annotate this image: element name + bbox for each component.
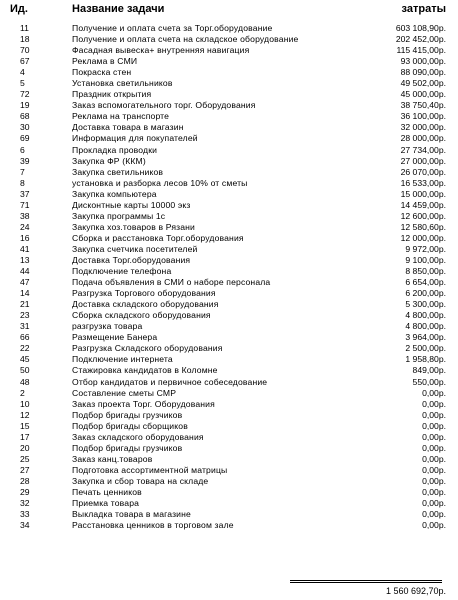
row-id: 8 <box>20 177 25 188</box>
row-task-name: Закупка ФР (ККМ) <box>72 155 146 166</box>
row-cost: 15 000,00р. <box>400 188 446 199</box>
row-task-name: Подбор бригады грузчиков <box>72 442 183 453</box>
row-task-name: Подготовка ассортиментной матрицы <box>72 464 228 475</box>
row-id: 24 <box>20 221 30 232</box>
row-task-name: Доставка Торг.оборудования <box>72 254 191 265</box>
row-id: 33 <box>20 509 30 520</box>
table-row <box>0 310 458 321</box>
row-task-name: Установка светильников <box>72 78 173 89</box>
table-row <box>0 421 458 432</box>
row-cost: 45 000,00р. <box>400 89 446 100</box>
row-cost: 0,00р. <box>422 520 446 531</box>
row-task-name: Заказ проекта Торг. Оборудования <box>72 398 215 409</box>
table-row <box>0 89 458 100</box>
table-row <box>0 244 458 255</box>
row-cost: 12 600,00р. <box>400 210 446 221</box>
row-task-name: Прокладка проводки <box>72 144 158 155</box>
row-cost: 5 300,00р. <box>405 299 446 310</box>
table-row <box>0 432 458 443</box>
row-cost: 27 000,00р. <box>400 155 446 166</box>
row-cost: 0,00р. <box>422 387 446 398</box>
table-row <box>0 321 458 332</box>
row-task-name: Выкладка товара в магазине <box>72 509 191 520</box>
table-row <box>0 288 458 299</box>
row-id: 5 <box>20 78 25 89</box>
row-cost: 550,00р. <box>412 376 446 387</box>
row-id: 34 <box>20 520 30 531</box>
table-row <box>0 34 458 45</box>
row-id: 41 <box>20 243 30 254</box>
row-task-name: Подбор бригады грузчиков <box>72 409 183 420</box>
table-row <box>0 133 458 144</box>
row-id: 38 <box>20 210 30 221</box>
row-cost: 14 459,00р. <box>400 199 446 210</box>
table-row <box>0 211 458 222</box>
row-cost: 4 800,00р. <box>405 310 446 321</box>
row-id: 39 <box>20 155 30 166</box>
table-row <box>0 56 458 67</box>
task-table-body <box>0 23 458 531</box>
table-row <box>0 354 458 365</box>
table-row <box>0 454 458 465</box>
table-row <box>0 145 458 156</box>
table-row <box>0 200 458 211</box>
table-row <box>0 487 458 498</box>
row-cost: 27 734,00р. <box>400 144 446 155</box>
row-id: 50 <box>20 365 30 376</box>
row-task-name: Получение и оплата счета на складское оборудование <box>72 34 299 45</box>
table-row <box>0 476 458 487</box>
table-row <box>0 67 458 78</box>
row-task-name: Заказ складского оборудования <box>72 431 204 442</box>
row-id: 27 <box>20 464 30 475</box>
row-task-name: Расстановка ценников в торговом зале <box>72 520 234 531</box>
row-task-name: Подключение телефона <box>72 266 172 277</box>
row-id: 45 <box>20 354 30 365</box>
row-cost: 16 533,00р. <box>400 177 446 188</box>
row-cost: 0,00р. <box>422 453 446 464</box>
row-cost: 8 850,00р. <box>405 266 446 277</box>
row-cost: 0,00р. <box>422 498 446 509</box>
table-row <box>0 377 458 388</box>
row-id: 68 <box>20 111 30 122</box>
row-id: 66 <box>20 332 30 343</box>
row-cost: 0,00р. <box>422 398 446 409</box>
row-task-name: Доставка складского оборудования <box>72 299 219 310</box>
row-task-name: Разгрузка Торгового оборудования <box>72 288 216 299</box>
row-id: 72 <box>20 89 30 100</box>
row-cost: 26 070,00р. <box>400 166 446 177</box>
row-cost: 9 972,00р. <box>405 243 446 254</box>
row-task-name: Фасадная вывеска+ внутренняя навигация <box>72 45 250 56</box>
row-id: 15 <box>20 420 30 431</box>
row-task-name: Заказ канц.товаров <box>72 453 153 464</box>
table-header <box>0 0 458 18</box>
table-row <box>0 498 458 509</box>
row-task-name: Размещение Банера <box>72 332 158 343</box>
column-header-id: Ид. <box>10 3 28 15</box>
table-row <box>0 277 458 288</box>
row-task-name: Реклама на транспорте <box>72 111 170 122</box>
row-cost: 0,00р. <box>422 431 446 442</box>
row-task-name: Закупка компьютера <box>72 188 157 199</box>
row-cost: 115 415,00р. <box>396 45 446 56</box>
row-task-name: Покраска стен <box>72 67 132 78</box>
row-task-name: Приемка товара <box>72 498 140 509</box>
row-id: 22 <box>20 343 30 354</box>
row-id: 69 <box>20 133 30 144</box>
row-id: 4 <box>20 67 25 78</box>
row-id: 19 <box>20 100 30 111</box>
table-row <box>0 399 458 410</box>
table-row <box>0 299 458 310</box>
row-cost: 6 654,00р. <box>405 277 446 288</box>
row-cost: 849,00р. <box>412 365 446 376</box>
row-cost: 0,00р. <box>422 420 446 431</box>
row-cost: 32 000,00р. <box>400 122 446 133</box>
table-row <box>0 111 458 122</box>
row-id: 7 <box>20 166 25 177</box>
row-id: 14 <box>20 288 30 299</box>
row-task-name: Дисконтные карты 10000 экз <box>72 199 191 210</box>
row-task-name: Подключение интернета <box>72 354 173 365</box>
row-id: 31 <box>20 321 30 332</box>
row-task-name: Подбор бригады сборщиков <box>72 420 188 431</box>
row-cost: 38 750,40р. <box>400 100 446 111</box>
column-header-cost: затраты <box>401 3 446 15</box>
table-row <box>0 122 458 133</box>
table-row <box>0 100 458 111</box>
row-task-name: Получение и оплата счета за Торг.оборудование <box>72 23 273 33</box>
table-row <box>0 332 458 343</box>
row-cost: 4 800,00р. <box>405 321 446 332</box>
row-cost: 3 964,00р. <box>405 332 446 343</box>
row-id: 23 <box>20 310 30 321</box>
row-task-name: установка и разборка лесов 10% от сметы <box>72 177 248 188</box>
row-task-name: Разгрузка Складского оборудования <box>72 343 223 354</box>
row-id: 10 <box>20 398 30 409</box>
row-cost: 202 452,00р. <box>395 34 446 45</box>
table-row <box>0 167 458 178</box>
row-cost: 0,00р. <box>422 409 446 420</box>
row-task-name: Закупка счетчика посетителей <box>72 243 198 254</box>
table-row <box>0 156 458 167</box>
total-divider-second <box>290 582 442 583</box>
row-id: 20 <box>20 442 30 453</box>
table-row <box>0 509 458 520</box>
row-id: 71 <box>20 199 30 210</box>
row-task-name: Подача объявления в СМИ о наборе персонала <box>72 277 271 288</box>
row-id: 29 <box>20 486 30 497</box>
row-cost: 88 090,00р. <box>400 67 446 78</box>
table-row <box>0 410 458 421</box>
row-cost: 9 100,00р. <box>405 254 446 265</box>
row-task-name: разгрузка товара <box>72 321 143 332</box>
row-cost: 12 580,60р. <box>400 221 446 232</box>
row-id: 47 <box>20 277 30 288</box>
row-id: 44 <box>20 266 30 277</box>
row-id: 11 <box>20 23 29 33</box>
row-id: 12 <box>20 409 30 420</box>
table-row <box>0 443 458 454</box>
total-divider <box>290 580 442 581</box>
table-row <box>0 178 458 189</box>
row-task-name: Заказ вспомогательного торг. Оборудования <box>72 100 256 111</box>
row-id: 17 <box>20 431 30 442</box>
table-row <box>0 189 458 200</box>
row-id: 70 <box>20 45 30 56</box>
row-id: 30 <box>20 122 30 133</box>
row-cost: 0,00р. <box>422 475 446 486</box>
table-row <box>0 233 458 244</box>
row-cost: 0,00р. <box>422 464 446 475</box>
row-cost: 2 500,00р. <box>405 343 446 354</box>
row-cost: 1 958,80р. <box>405 354 446 365</box>
table-row <box>0 343 458 354</box>
row-cost: 6 200,00р. <box>405 288 446 299</box>
row-cost: 0,00р. <box>422 486 446 497</box>
row-cost: 36 100,00р. <box>400 111 446 122</box>
row-cost: 93 000,00р. <box>400 56 446 67</box>
row-task-name: Сборка складского оборудования <box>72 310 211 321</box>
row-id: 37 <box>20 188 30 199</box>
row-cost: 28 000,00р. <box>400 133 446 144</box>
row-id: 18 <box>20 34 30 45</box>
row-cost: 49 502,00р. <box>400 78 446 89</box>
row-task-name: Закупка хоз.товаров в Рязани <box>72 221 196 232</box>
table-row <box>0 266 458 277</box>
table-row <box>0 78 458 89</box>
row-task-name: Сборка и расстановка Торг.оборудования <box>72 232 244 243</box>
table-row <box>0 520 458 531</box>
total-cost: 1 560 692,70р. <box>385 586 446 596</box>
row-cost: 0,00р. <box>422 442 446 453</box>
table-row <box>0 365 458 376</box>
row-task-name: Доставка товара в магазин <box>72 122 184 133</box>
row-id: 32 <box>20 498 30 509</box>
row-id: 28 <box>20 475 30 486</box>
row-task-name: Отбор кандидатов и первичное собеседование <box>72 376 268 387</box>
row-id: 25 <box>20 453 30 464</box>
row-cost: 12 000,00р. <box>400 232 446 243</box>
row-task-name: Закупка и сбор товара на складе <box>72 475 209 486</box>
row-task-name: Информация для покупателей <box>72 133 198 144</box>
row-task-name: Составление сметы СМР <box>72 387 177 398</box>
row-task-name: Реклама в СМИ <box>72 56 138 67</box>
row-task-name: Праздник открытия <box>72 89 152 100</box>
row-task-name: Стажировка кандидатов в Коломне <box>72 365 218 376</box>
row-task-name: Закупка светильников <box>72 166 164 177</box>
table-row <box>0 388 458 399</box>
row-id: 2 <box>20 387 25 398</box>
row-id: 13 <box>20 254 30 265</box>
table-row <box>0 465 458 476</box>
table-row <box>0 222 458 233</box>
row-id: 48 <box>20 376 30 387</box>
row-id: 6 <box>20 144 25 155</box>
row-id: 21 <box>20 299 30 310</box>
row-cost: 603 108,90р. <box>395 23 446 33</box>
row-task-name: Закупка программы 1с <box>72 210 166 221</box>
table-row <box>0 23 458 34</box>
column-header-name: Название задачи <box>72 3 165 15</box>
table-row <box>0 45 458 56</box>
row-id: 67 <box>20 56 30 67</box>
row-cost: 0,00р. <box>422 509 446 520</box>
row-id: 16 <box>20 232 30 243</box>
table-row <box>0 255 458 266</box>
row-task-name: Печать ценников <box>72 486 142 497</box>
